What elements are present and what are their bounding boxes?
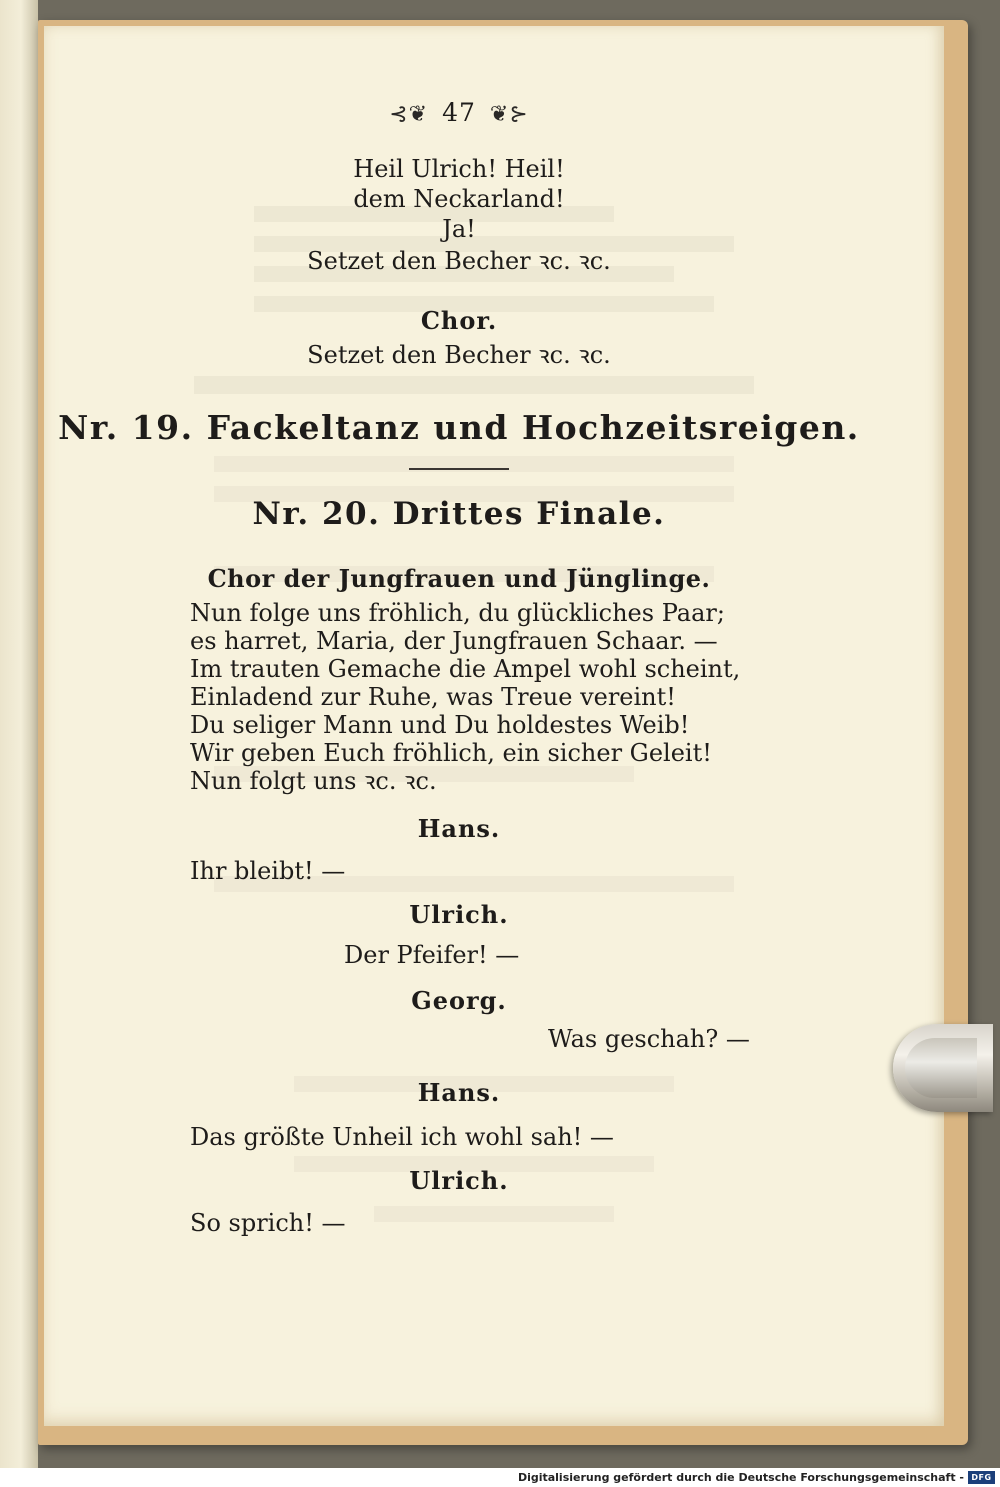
text-line: Setzet den Becher ꝛc. ꝛc. — [307, 247, 611, 275]
page-clip — [893, 1024, 993, 1112]
speaker-label: Hans. — [417, 814, 501, 843]
page-folio: ⊰❦ 47 ❦⊱ — [389, 98, 529, 127]
ornament-left-icon: ⊰❦ — [389, 102, 429, 127]
section-heading: Nr. 19. Fackeltanz und Hochzeitsreigen. — [58, 408, 860, 447]
speaker-label: Georg. — [411, 986, 507, 1015]
funding-credit: Digitalisierung gefördert durch die Deutsche Forschungsgemeinschaft - — [517, 1471, 964, 1484]
divider — [409, 468, 509, 470]
dialogue-line: Was geschah? — — [548, 1025, 750, 1053]
dialogue-line: Das größte Unheil ich wohl sah! — — [190, 1123, 614, 1151]
dialogue-line: Der Pfeifer! — — [344, 941, 520, 969]
speaker-label: Hans. — [417, 1078, 501, 1107]
verse-line: es harret, Maria, der Jungfrauen Schaar. — — [190, 627, 718, 655]
text-line: Setzet den Becher ꝛc. ꝛc. — [307, 341, 611, 369]
dialogue-line: Ihr bleibt! — — [190, 857, 346, 885]
ornament-right-icon: ❦⊱ — [489, 102, 529, 127]
speaker-label: Ulrich. — [409, 1166, 509, 1195]
book-page — [44, 26, 944, 1426]
section-heading: Nr. 20. Drittes Finale. — [252, 496, 666, 532]
verse-line: Nun folgt uns ꝛc. ꝛc. — [190, 767, 437, 795]
verse-line: Im trauten Gemache die Ampel wohl scheint, — [190, 655, 741, 683]
previous-page-edge — [0, 0, 38, 1468]
text-line: dem Neckarland! — [353, 185, 565, 213]
speaker-label: Ulrich. — [409, 900, 509, 929]
subheading: Chor der Jungfrauen und Jünglinge. — [207, 564, 711, 593]
text-line: Ja! — [442, 215, 476, 243]
dialogue-line: So sprich! — — [190, 1209, 346, 1237]
verse-line: Einladend zur Ruhe, was Treue vereint! — [190, 683, 676, 711]
verse-line: Nun folge uns fröhlich, du glückliches Paar; — [190, 599, 725, 627]
verse-line: Wir geben Euch fröhlich, ein sicher Geleit! — [190, 739, 712, 767]
verse-line: Du seliger Mann und Du holdestes Weib! — [190, 711, 690, 739]
speaker-label: Chor. — [420, 306, 498, 335]
text-line: Heil Ulrich! Heil! — [353, 155, 565, 183]
dfg-logo: DFG — [968, 1471, 995, 1484]
